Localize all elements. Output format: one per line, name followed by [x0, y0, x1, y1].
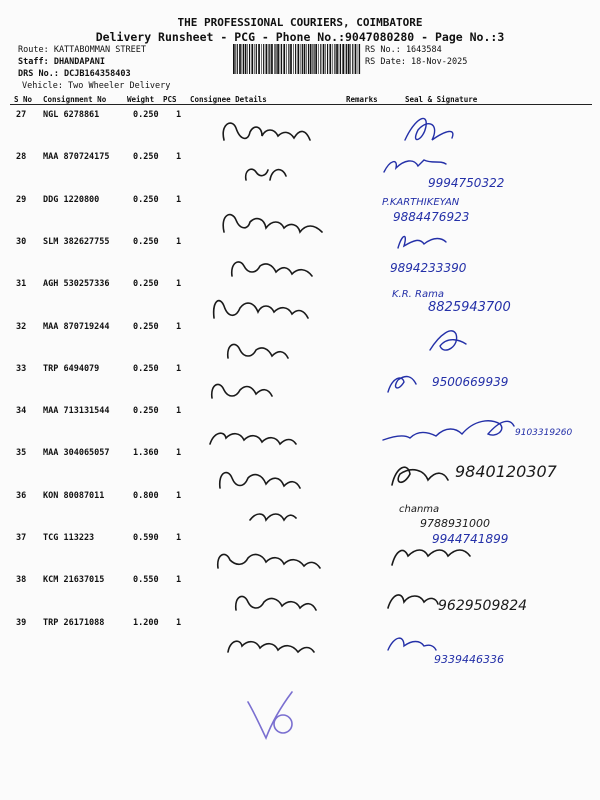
consignee-32 — [228, 344, 288, 358]
row-28-weight: 0.250 — [133, 152, 159, 162]
consignee-28 — [246, 169, 286, 180]
route-label: Route: KATTABOMMAN STREET — [18, 45, 146, 55]
row-30-sno: 30 — [16, 237, 27, 247]
row-36-pcs: 1 — [176, 491, 182, 501]
consignee-27 — [223, 123, 310, 140]
row-33-consignment: TRP 6494079 — [43, 364, 100, 374]
row-38-consignment: KCM 21637015 — [43, 575, 105, 585]
row-28-sno: 28 — [16, 152, 27, 162]
row-36-consignment: KON 80087011 — [43, 491, 105, 501]
row-36-sno: 36 — [16, 491, 27, 501]
row-30-weight: 0.250 — [133, 237, 159, 247]
row-29-sno: 29 — [16, 195, 27, 205]
row-36-weight: 0.800 — [133, 491, 159, 501]
phone-31: 8825943700 — [428, 300, 511, 315]
row-30-consignment: SLM 382627755 — [43, 237, 110, 247]
row-27-sno: 27 — [16, 110, 27, 120]
consignee-38 — [236, 596, 316, 610]
row-37-weight: 0.590 — [133, 533, 159, 543]
consignee-31 — [214, 301, 308, 318]
row-37-pcs: 1 — [176, 533, 182, 543]
row-31-pcs: 1 — [176, 279, 182, 289]
row-35-sno: 35 — [16, 448, 27, 458]
consignee-37 — [218, 554, 320, 568]
row-37-sno: 37 — [16, 533, 27, 543]
col-seal: Seal & Signature — [405, 95, 478, 104]
col-consignment: Consignment No — [43, 95, 107, 104]
phone-34: 9103319260 — [515, 428, 573, 438]
consignee-34 — [210, 433, 296, 444]
row-28-pcs: 1 — [176, 152, 182, 162]
signature-38 — [388, 595, 438, 608]
row-34-sno: 34 — [16, 406, 27, 416]
row-39-weight: 1.200 — [133, 618, 159, 628]
row-27-weight: 0.250 — [133, 110, 159, 120]
phone-39: 9339446336 — [434, 653, 504, 666]
consignee-36 — [250, 514, 296, 520]
signature-35 — [392, 467, 448, 485]
row-31-sno: 31 — [16, 279, 27, 289]
row-29-consignment: DDG 1220800 — [43, 195, 100, 205]
row-31-weight: 0.250 — [133, 279, 159, 289]
signature-28 — [384, 160, 446, 172]
name-31: K.R. Rama — [392, 289, 444, 300]
row-39-sno: 39 — [16, 618, 27, 628]
staff-label: Staff: DHANDAPANI — [18, 57, 105, 67]
row-27-consignment: NGL 6278861 — [43, 110, 100, 120]
phone-30: 9894233390 — [390, 261, 467, 275]
row-38-pcs: 1 — [176, 575, 182, 585]
row-32-weight: 0.250 — [133, 322, 159, 332]
phone-35: 9840120307 — [455, 462, 557, 481]
phone-28: 9994750322 — [428, 176, 505, 190]
row-34-consignment: MAA 713131544 — [43, 406, 110, 416]
signature-32 — [430, 331, 466, 350]
row-39-consignment: TRP 26171088 — [43, 618, 105, 628]
row-35-pcs: 1 — [176, 448, 182, 458]
row-32-pcs: 1 — [176, 322, 182, 332]
phone-36: 9788931000 — [420, 517, 490, 530]
name-29: P.KARTHIKEYAN — [382, 197, 460, 208]
signature-27 — [405, 118, 453, 140]
row-32-sno: 32 — [16, 322, 27, 332]
col-consignee: Consignee Details — [190, 95, 267, 104]
signature-37 — [392, 550, 470, 565]
rs-no-label: RS No.: 1643584 — [365, 45, 442, 55]
row-38-sno: 38 — [16, 575, 27, 585]
col-sno: S No — [14, 95, 33, 104]
row-37-consignment: TCG 113223 — [43, 533, 95, 543]
signature-39 — [388, 638, 436, 650]
col-pcs: PCS — [163, 95, 177, 104]
consignee-39 — [228, 641, 314, 652]
row-32-consignment: MAA 870719244 — [43, 322, 110, 332]
row-34-pcs: 1 — [176, 406, 182, 416]
row-35-weight: 1.360 — [133, 448, 159, 458]
phone-29: 9884476923 — [393, 210, 470, 224]
row-33-pcs: 1 — [176, 364, 182, 374]
row-29-pcs: 1 — [176, 195, 182, 205]
vehicle-label: Vehicle: Two Wheeler Delivery — [22, 81, 171, 91]
consignee-35 — [220, 473, 300, 488]
consignee-29 — [223, 215, 322, 232]
consignee-33 — [212, 384, 272, 398]
consignee-30 — [232, 262, 312, 276]
name-36: chanma — [399, 504, 440, 515]
signature-34 — [383, 421, 514, 440]
row-28-consignment: MAA 870724175 — [43, 152, 110, 162]
row-39-pcs: 1 — [176, 618, 182, 628]
drs-label: DRS No.: DCJB164358403 — [18, 69, 131, 79]
col-remarks: Remarks — [346, 95, 378, 104]
row-33-weight: 0.250 — [133, 364, 159, 374]
phone-37: 9944741899 — [432, 532, 509, 546]
stamp-mark — [248, 692, 292, 738]
phone-38: 9629509824 — [438, 598, 528, 614]
row-31-consignment: AGH 530257336 — [43, 279, 110, 289]
row-34-weight: 0.250 — [133, 406, 159, 416]
runsheet-title: THE PROFESSIONAL COURIERS, COIMBATORE — [177, 16, 423, 29]
signature-30 — [398, 236, 446, 248]
row-33-sno: 33 — [16, 364, 27, 374]
runsheet-subtitle: Delivery Runsheet - PCG - Phone No.:9047080280 - Page No.:3 — [95, 30, 505, 44]
col-weight: Weight — [127, 95, 155, 104]
row-38-weight: 0.550 — [133, 575, 159, 585]
signature-33 — [388, 377, 416, 392]
row-30-pcs: 1 — [176, 237, 182, 247]
row-35-consignment: MAA 304065057 — [43, 448, 110, 458]
rs-date-label: RS Date: 18-Nov-2025 — [365, 57, 468, 67]
row-27-pcs: 1 — [176, 110, 182, 120]
row-29-weight: 0.250 — [133, 195, 159, 205]
phone-33: 9500669939 — [432, 375, 509, 389]
